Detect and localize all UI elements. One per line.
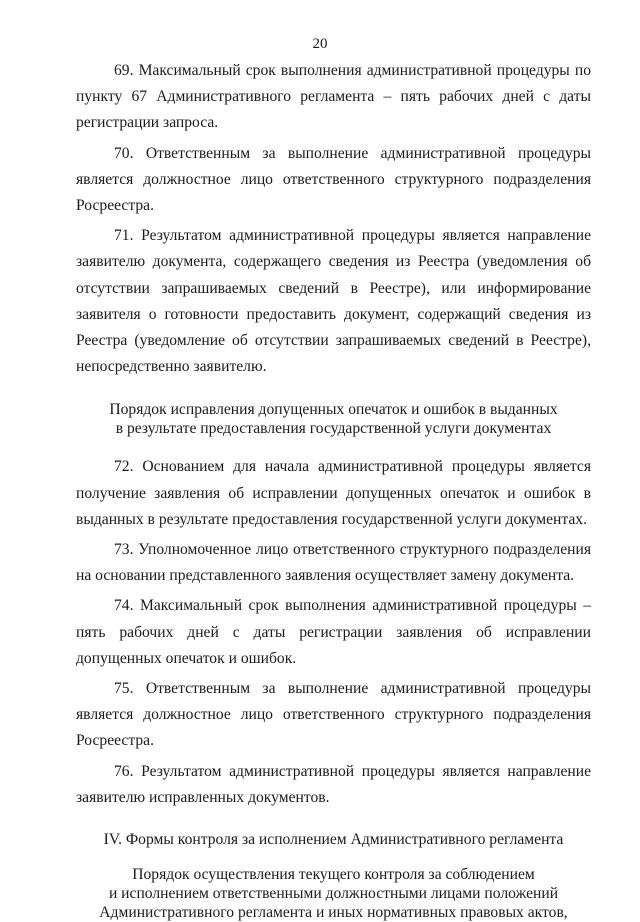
page-number: 20 xyxy=(312,36,328,52)
subheading-control-line-2: и исполнением ответственными должностными лицами положений xyxy=(108,885,559,903)
paragraph-72: 72. Основанием для начала административной процедуры является получение заявления об исправлении допущенных опечаток и ошибок в выданных в результате предоставления государственной услуги документах. xyxy=(76,458,591,528)
paragraph-74: 74. Максимальный срок выполнения административной процедуры – пять рабочих дней с даты регистрации заявления об исправлении допущенных опечаток и ошибок. xyxy=(76,597,591,667)
document-body xyxy=(76,58,591,922)
paragraph-73: 73. Уполномоченное лицо ответственного структурного подразделения на основании представленного заявления осуществляет замену документа. xyxy=(76,541,591,585)
subheading-corrections-line-1: Порядок исправления допущенных опечаток и ошибок в выданных xyxy=(109,401,558,419)
subheading-control-line-1: Порядок осуществления текущего контроля за соблюдением xyxy=(132,866,535,884)
paragraph-76: 76. Результатом административной процедуры является направление заявителю исправленных документов. xyxy=(76,762,591,806)
section-title: IV. Формы контроля за исполнением Административного регламента xyxy=(103,831,564,849)
subheading-control xyxy=(76,865,591,922)
subheading-control-line-3: Административного регламента и иных нормативных правовых актов, xyxy=(99,904,568,922)
paragraph-70: 70. Ответственным за выполнение административной процедуры является должностное лицо ответственного структурного подразделения Росреестра. xyxy=(76,144,591,215)
subheading-corrections-line-2: в результате предоставления государственной услуги документах xyxy=(115,420,552,438)
paragraph-69: 69. Максимальный срок выполнения административной процедуры по пункту 67 Административного регламента – пять рабочих дней с даты регистрации запроса. xyxy=(76,62,591,132)
subheading-corrections xyxy=(76,400,591,438)
paragraph-71: 71. Результатом административной процедуры является направление заявителю документа, содержащего сведения из Реестра (уведомления об отсутствии запрашиваемых сведений в Реестре), или информирование заявителя о готовности предоставить документ, содержащий сведения из Реестра (уведомление об отсутствии запрашиваемых сведений в Реестре), непосредственно заявителю. xyxy=(76,227,591,376)
paragraph-75: 75. Ответственным за выполнение административной процедуры является должностное лицо ответственного структурного подразделения Росреестра. xyxy=(76,680,591,750)
